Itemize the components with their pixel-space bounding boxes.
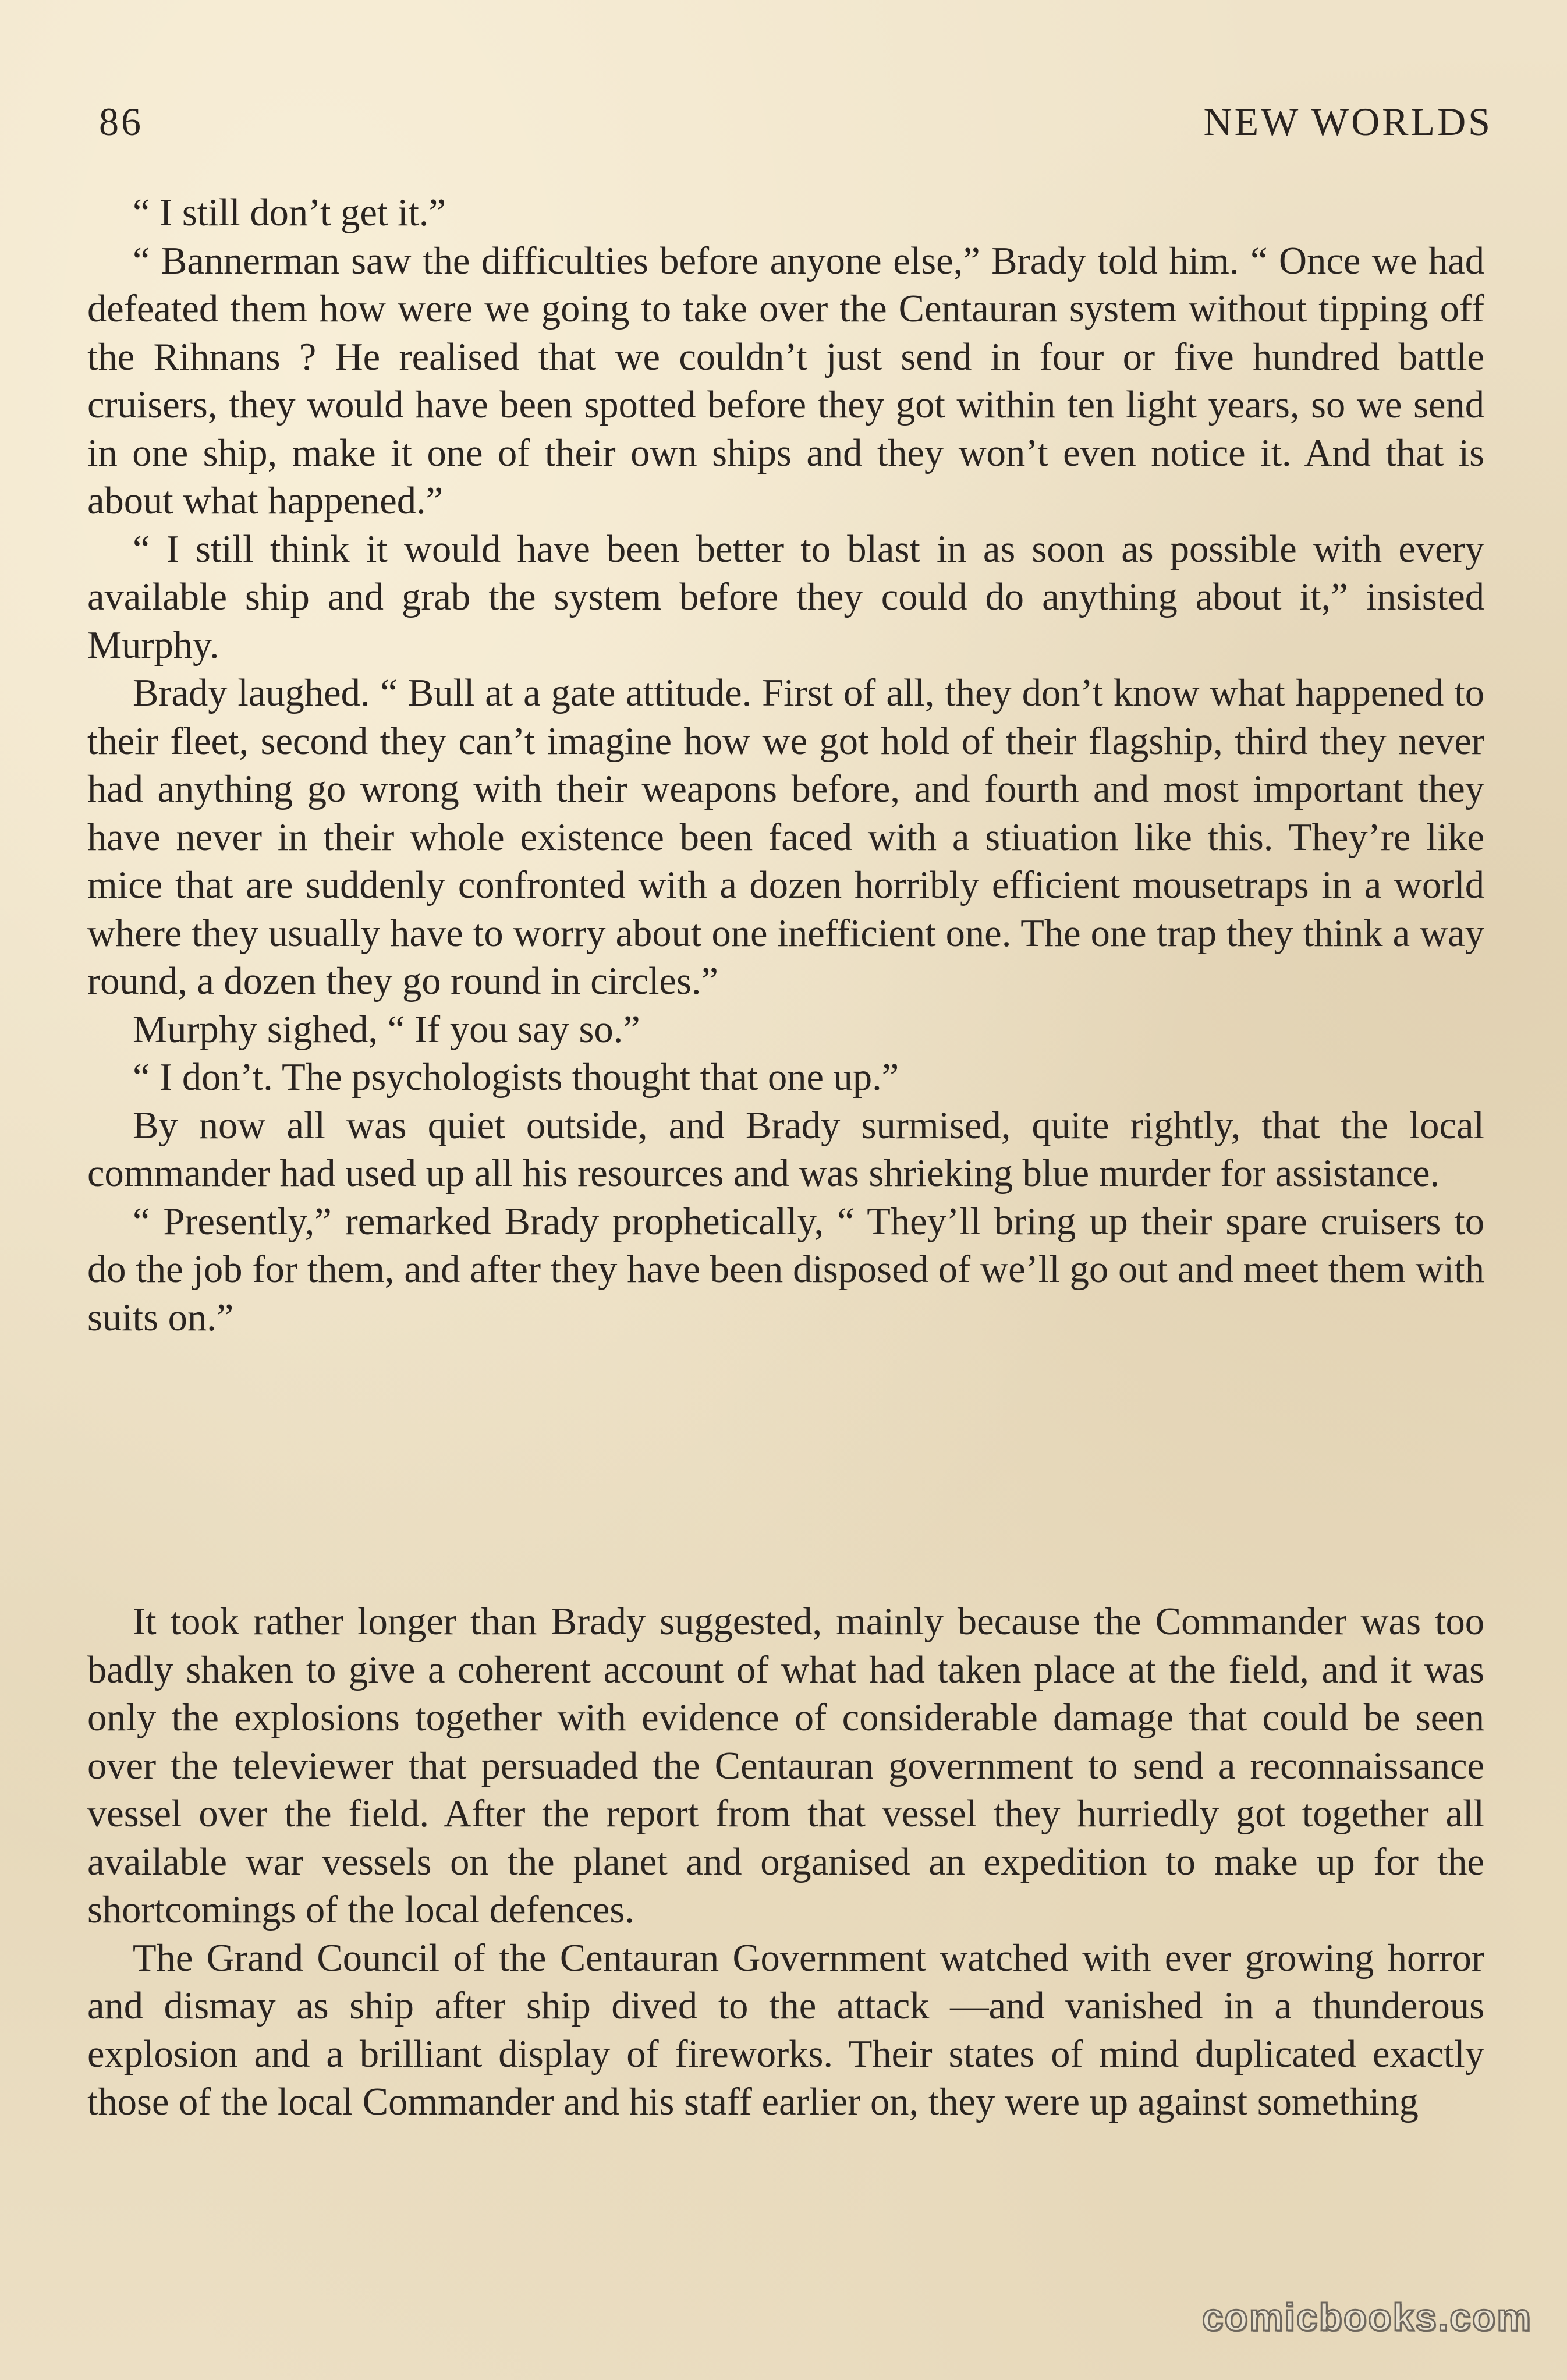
paragraph: It took rather longer than Brady suggested, mainly because the Commander was too badly shaken to give a coherent account of what had taken place at the field, and it was only the explosions together with evidence of considerable damage that could be seen over the televiewer that persuaded the Centauran government to send a reconnaissance vessel over the field. After the report from that vessel they hurriedly got together all available war vessels on the planet and organised an expedition to make up for the shortcomings of the local defences. [87,1600,1484,1931]
paragraph: Brady laughed. “ Bull at a gate attitude. First of all, they don’t know what happened to their fleet, second they can’t imagine how we got hold of their flagship, third they never had anything go wrong with their weapons before, and fourth and most important they have never in their whole existence been faced with a stiuation like this. They’re like mice that are suddenly confronted with a dozen horribly efficient mousetraps in a world where they usually have to worry about one inefficient one. The one trap they think a way round, a dozen they go round in circles.” [87,672,1484,1003]
paragraph: “ I don’t. The psychologists thought that one up.” [133,1056,899,1099]
paragraph: By now all was quiet outside, and Brady surmised, quite rightly, that the local commander had used up all his resources and was shrieking blue murder for assistance. [87,1104,1484,1195]
watermark: comicbooks.com [1201,2296,1532,2339]
paragraph: “ Presently,” remarked Brady prophetically, “ They’ll bring up their spare cruisers to do the job for them, and after they have been disposed of we’ll go out and meet them with suits on.” [87,1200,1484,1339]
paragraph: “ I still don’t get it.” [133,192,446,234]
page-number: 86 [99,100,143,144]
running-title: NEW WORLDS [1203,100,1492,144]
page-header [99,99,1492,157]
paragraph: “ Bannerman saw the difficulties before anyone else,” Brady told him. “ Once we had defeated them how were we going to take over the Centauran system without tipping off the Rihnans ? He realised that we couldn’t just send in four or five hundred battle cruisers, they would have been spotted before they got within ten light years, so we send in one ship, make it one of their own ships and they won’t even notice it. And that is about what happened.” [87,239,1484,522]
paragraph: The Grand Council of the Centauran Government watched with ever growing horror and dismay as ship after ship dived to the attack —and vanished in a thunderous explosion and a brilliant display of fireworks. Their states of mind duplicated exactly those of the local Commander and his staff earlier on, they were up against something [87,1936,1484,2123]
paragraph: Murphy sighed, “ If you say so.” [133,1008,640,1051]
paragraph: “ I still think it would have been better to blast in as soon as possible with every available ship and grab the system before they could do anything about it,” insisted Murphy. [87,527,1484,667]
text-section-2 [87,1598,1484,2127]
text-section-1 [87,189,1484,1342]
